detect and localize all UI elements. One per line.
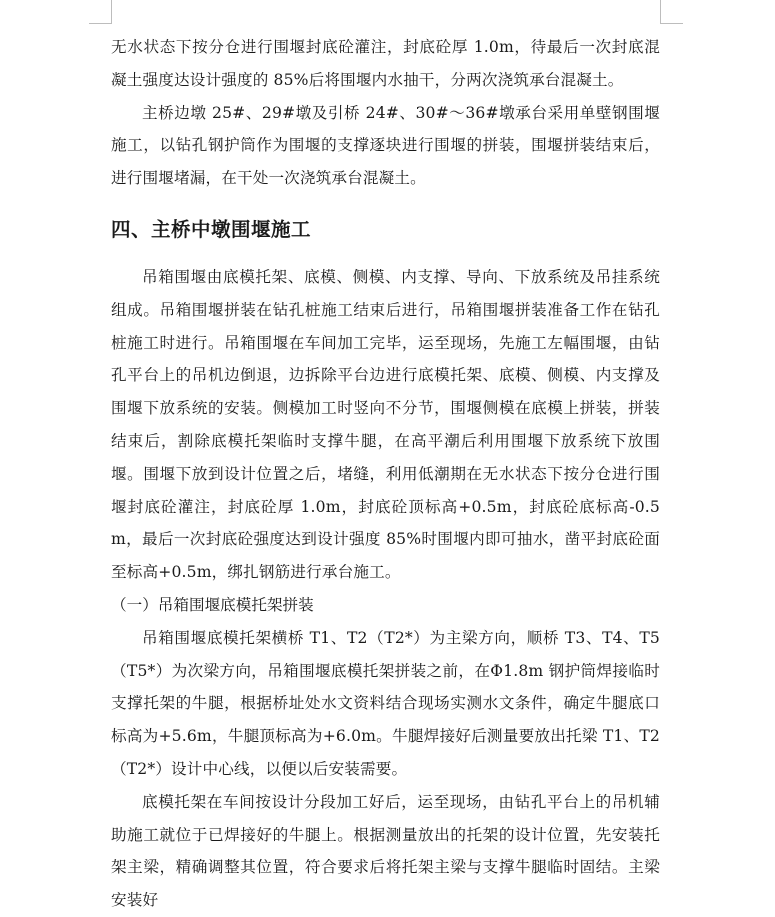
paragraph-bracket-install: 底模托架在车间按设计分段加工好后，运至现场，由钻孔平台上的吊机辅助施工就位于已焊接好的牛腿上。根据测量放出的托架的设计位置，先安装托架主梁，精确调整其位置，符合要求后将托架主梁与支撑牛腿临时固结。主梁安装好: [111, 792, 660, 910]
crop-mark-top-right: [660, 0, 683, 24]
paragraph-continued: 无水状态下按分仓进行围堰封底砼灌注，封底砼厚 1.0m，待最后一次封底混凝土强度达设计强度的 85%后将围堰内水抽干，分两次浇筑承台混凝土。: [111, 38, 660, 89]
paragraph-bracket-beams: 吊箱围堰底模托架横桥 T1、T2（T2*）为主梁方向，顺桥 T3、T4、T5（T5*）为次梁方向，吊箱围堰底模托架拼装之前，在Φ1.8m 钢护筒焊接临时支撑托架的牛腿，根据桥址处水文资料结合现场实测水文条件，确定牛腿底口标高为+5.6m，牛腿顶标高为+6.0m。牛腿焊接好后测量要放出托梁 T1、T2（T2*）设计中心线，以便以后安装需要。: [111, 628, 660, 778]
section-heading: 四、主桥中墩围堰施工: [111, 217, 312, 241]
crop-mark-top-left: [89, 0, 112, 24]
paragraph-cofferdam-overview: 吊箱围堰由底模托架、底模、侧模、内支撑、导向、下放系统及吊挂系统组成。吊箱围堰拼装在钻孔桩施工结束后进行，吊箱围堰拼装准备工作在钻孔桩施工时进行。吊箱围堰在车间加工完毕，运至现场，先施工左幅围堰，由钻孔平台上的吊机边倒退，边拆除平台边进行底模托架、底模、侧模、内支撑及围堰下放系统的安装。侧模加工时竖向不分节，围堰侧模在底模上拼装，拼装结束后，割除底模托架临时支撑牛腿，在高平潮后利用围堰下放系统下放围堰。围堰下放到设计位置之后，堵缝，利用低潮期在无水状态下按分仓进行围堰封底砼灌注，封底砼厚 1.0m，封底砼顶标高+0.5m，封底砼底标高-0.5m，最后一次封底砼强度达到设计强度 85%时围堰内即可抽水，凿平封底砼面至标高+0.5m，绑扎钢筋进行承台施工。: [111, 267, 660, 582]
subsection-heading: （一）吊箱围堰底模托架拼装: [111, 595, 314, 614]
document-body: [111, 31, 660, 917]
paragraph-side-pier: 主桥边墩 25#、29#墩及引桥 24#、30#～36#墩承台采用单壁钢围堰施工，以钻孔钢护筒作为围堰的支撑逐块进行围堰的拼装，围堰拼装结束后，进行围堰堵漏，在干处一次浇筑承台混凝土。: [111, 103, 660, 188]
